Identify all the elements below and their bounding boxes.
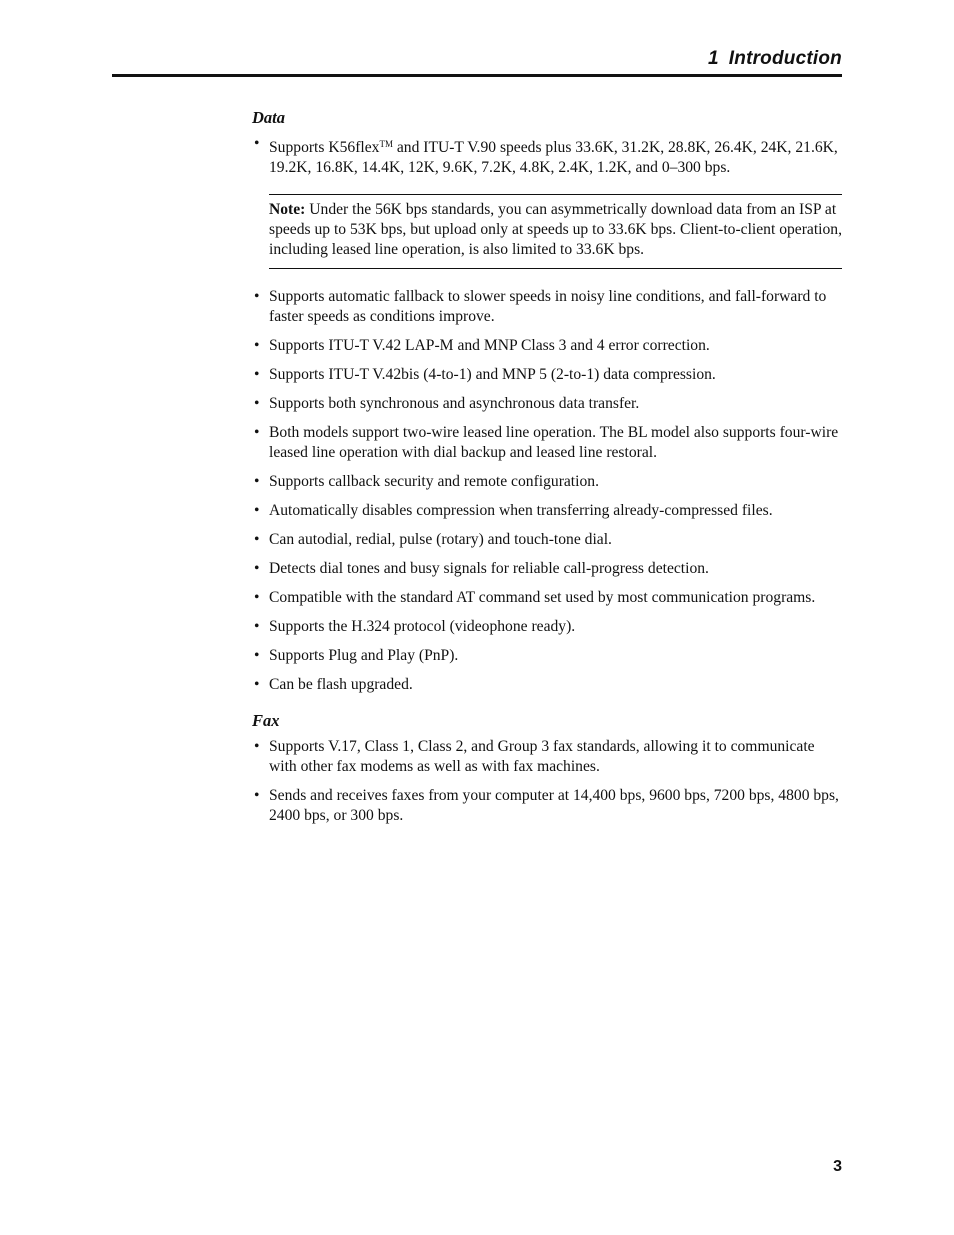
list-item <box>252 134 842 178</box>
list-item-text: and ITU-T V.90 speeds plus 33.6K, 31.2K, 28.8K, 26.4K, 24K, 21.6K, 19.2K, 16.8K, 14.4K, 12K, 9.6K, 7.2K, 4.8K, 2.4K, 1.2K, and 0–300 bps. <box>269 139 838 176</box>
note-text: Under the 56K bps standards, you can asymmetrically download data from an ISP at speeds up to 53K bps, but upload only at speeds up to 33.6K bps. Client-to-client operation, including leased line operation, is also limited to 33.6K bps. <box>269 201 842 258</box>
note-box <box>269 194 842 269</box>
page-content <box>252 108 842 835</box>
list-item: • Sends and receives faxes from your computer at 14,400 bps, 9600 bps, 7200 bps, 4800 bps, 2400 bps, or 300 bps. <box>252 786 842 826</box>
list-item: • Can autodial, redial, pulse (rotary) and touch-tone dial. <box>252 530 842 550</box>
data-bullet-list-top <box>252 134 842 178</box>
list-item: • Supports both synchronous and asynchronous data transfer. <box>252 394 842 414</box>
note-label: Note: <box>269 201 306 218</box>
list-item: • Supports automatic fallback to slower speeds in noisy line conditions, and fall-forward to faster speeds as conditions improve. <box>252 287 842 327</box>
list-item: • Supports V.17, Class 1, Class 2, and Group 3 fax standards, allowing it to communicate with other fax modems as well as with fax machines. <box>252 737 842 777</box>
running-header <box>708 48 842 70</box>
trademark-mark: TM <box>379 139 393 149</box>
chapter-number: 1 <box>708 48 719 69</box>
list-item: • Supports ITU-T V.42 LAP-M and MNP Class 3 and 4 error correction. <box>252 336 842 356</box>
list-item: • Can be flash upgraded. <box>252 675 842 695</box>
list-item: • Supports the H.324 protocol (videophone ready). <box>252 617 842 637</box>
data-bullet-list <box>252 287 842 695</box>
list-item: • Supports callback security and remote configuration. <box>252 472 842 492</box>
data-section-heading: Data <box>252 108 285 127</box>
chapter-title: Introduction <box>728 48 842 69</box>
list-item-text: Supports K56flex <box>269 139 380 156</box>
fax-bullet-list <box>252 737 842 826</box>
list-item: • Both models support two-wire leased line operation. The BL model also supports four-wire leased line operation with dial backup and leased line restoral. <box>252 423 842 463</box>
fax-section-heading: Fax <box>252 711 280 730</box>
list-item: • Supports Plug and Play (PnP). <box>252 646 842 666</box>
page-number: 3 <box>833 1158 842 1175</box>
header-rule <box>112 74 842 77</box>
list-item: • Detects dial tones and busy signals for reliable call-progress detection. <box>252 559 842 579</box>
list-item: • Automatically disables compression when transferring already-compressed files. <box>252 501 842 521</box>
list-item: • Compatible with the standard AT command set used by most communication programs. <box>252 588 842 608</box>
list-item: • Supports ITU-T V.42bis (4-to-1) and MNP 5 (2-to-1) data compression. <box>252 365 842 385</box>
